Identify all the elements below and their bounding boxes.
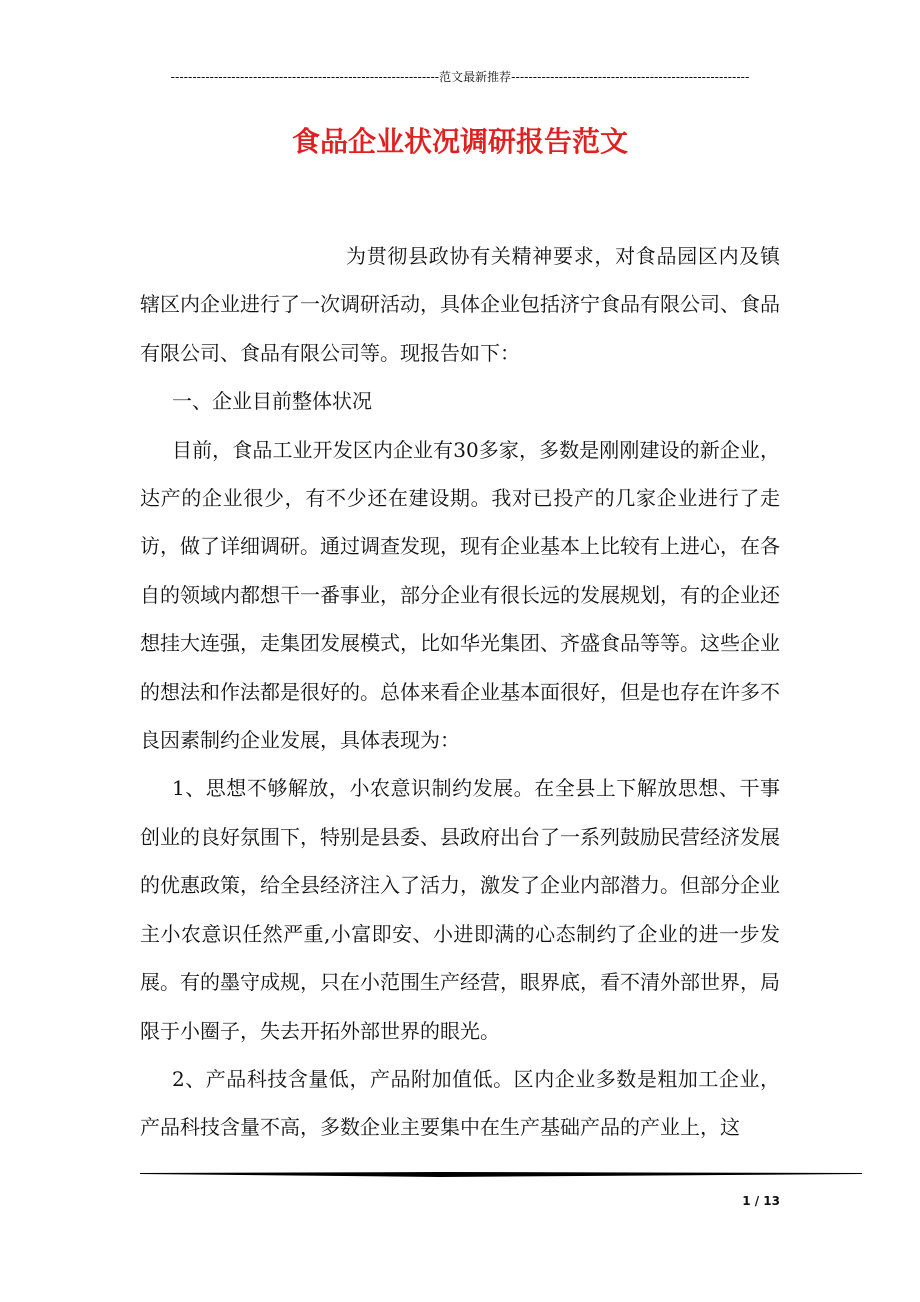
header-dashes-right: ------------------------------------------------------- (511, 70, 750, 84)
page-header (140, 68, 780, 88)
body-paragraph: 目前，食品工业开发区内企业有30多家，多数是刚刚建设的新企业，达产的企业很少，有不少还在建设期。我对已投产的几家企业进行了走访，做了详细调研。通过调查发现，现有企业基本上比较有上进心，在各自的领域内都想干一番事业，部分企业有很长远的发展规划，有的企业还想挂大连强，走集团发展模式，比如华光集团、齐盛食品等等。这些企业的想法和作法都是很好的。总体来看企业基本面很好，但是也存在许多不良因素制约企业发展，具体表现为： (140, 437, 780, 753)
page-number: 1 / 13 (742, 1194, 780, 1208)
header-dashes-left: -------------------------------------------------------------- (170, 70, 440, 84)
section-heading: 一、企业目前整体状况 (172, 389, 372, 414)
document-body (140, 232, 780, 1152)
body-paragraph: 2、产品科技含量低，产品附加值低。区内企业多数是粗加工企业，产品科技含量不高，多数企业主要集中在生产基础产品的产业上，这 (140, 1066, 780, 1140)
document-title: 食品企业状况调研报告范文 (291, 125, 628, 158)
footer-divider (140, 1170, 862, 1178)
header-label: 范文最新推荐 (439, 70, 512, 84)
intro-paragraph: 为贯彻县政协有关精神要求，对食品园区内及镇辖区内企业进行了一次调研活动，具体企业包括济宁食品有限公司、食品有限公司、食品有限公司等。现报告如下： (140, 244, 780, 365)
body-paragraph: 1、思想不够解放，小农意识制约发展。在全县上下解放思想、干事创业的良好氛围下，特别是县委、县政府出台了一系列鼓励民营经济发展的优惠政策，给全县经济注入了活力，激发了企业内部潜力。但部分企业主小农意识任然严重,小富即安、小进即满的心态制约了企业的进一步发展。有的墨守成规，只在小范围生产经营，眼界底，看不清外部世界，局限于小圈子，失去开拓外部世界的眼光。 (140, 776, 780, 1043)
